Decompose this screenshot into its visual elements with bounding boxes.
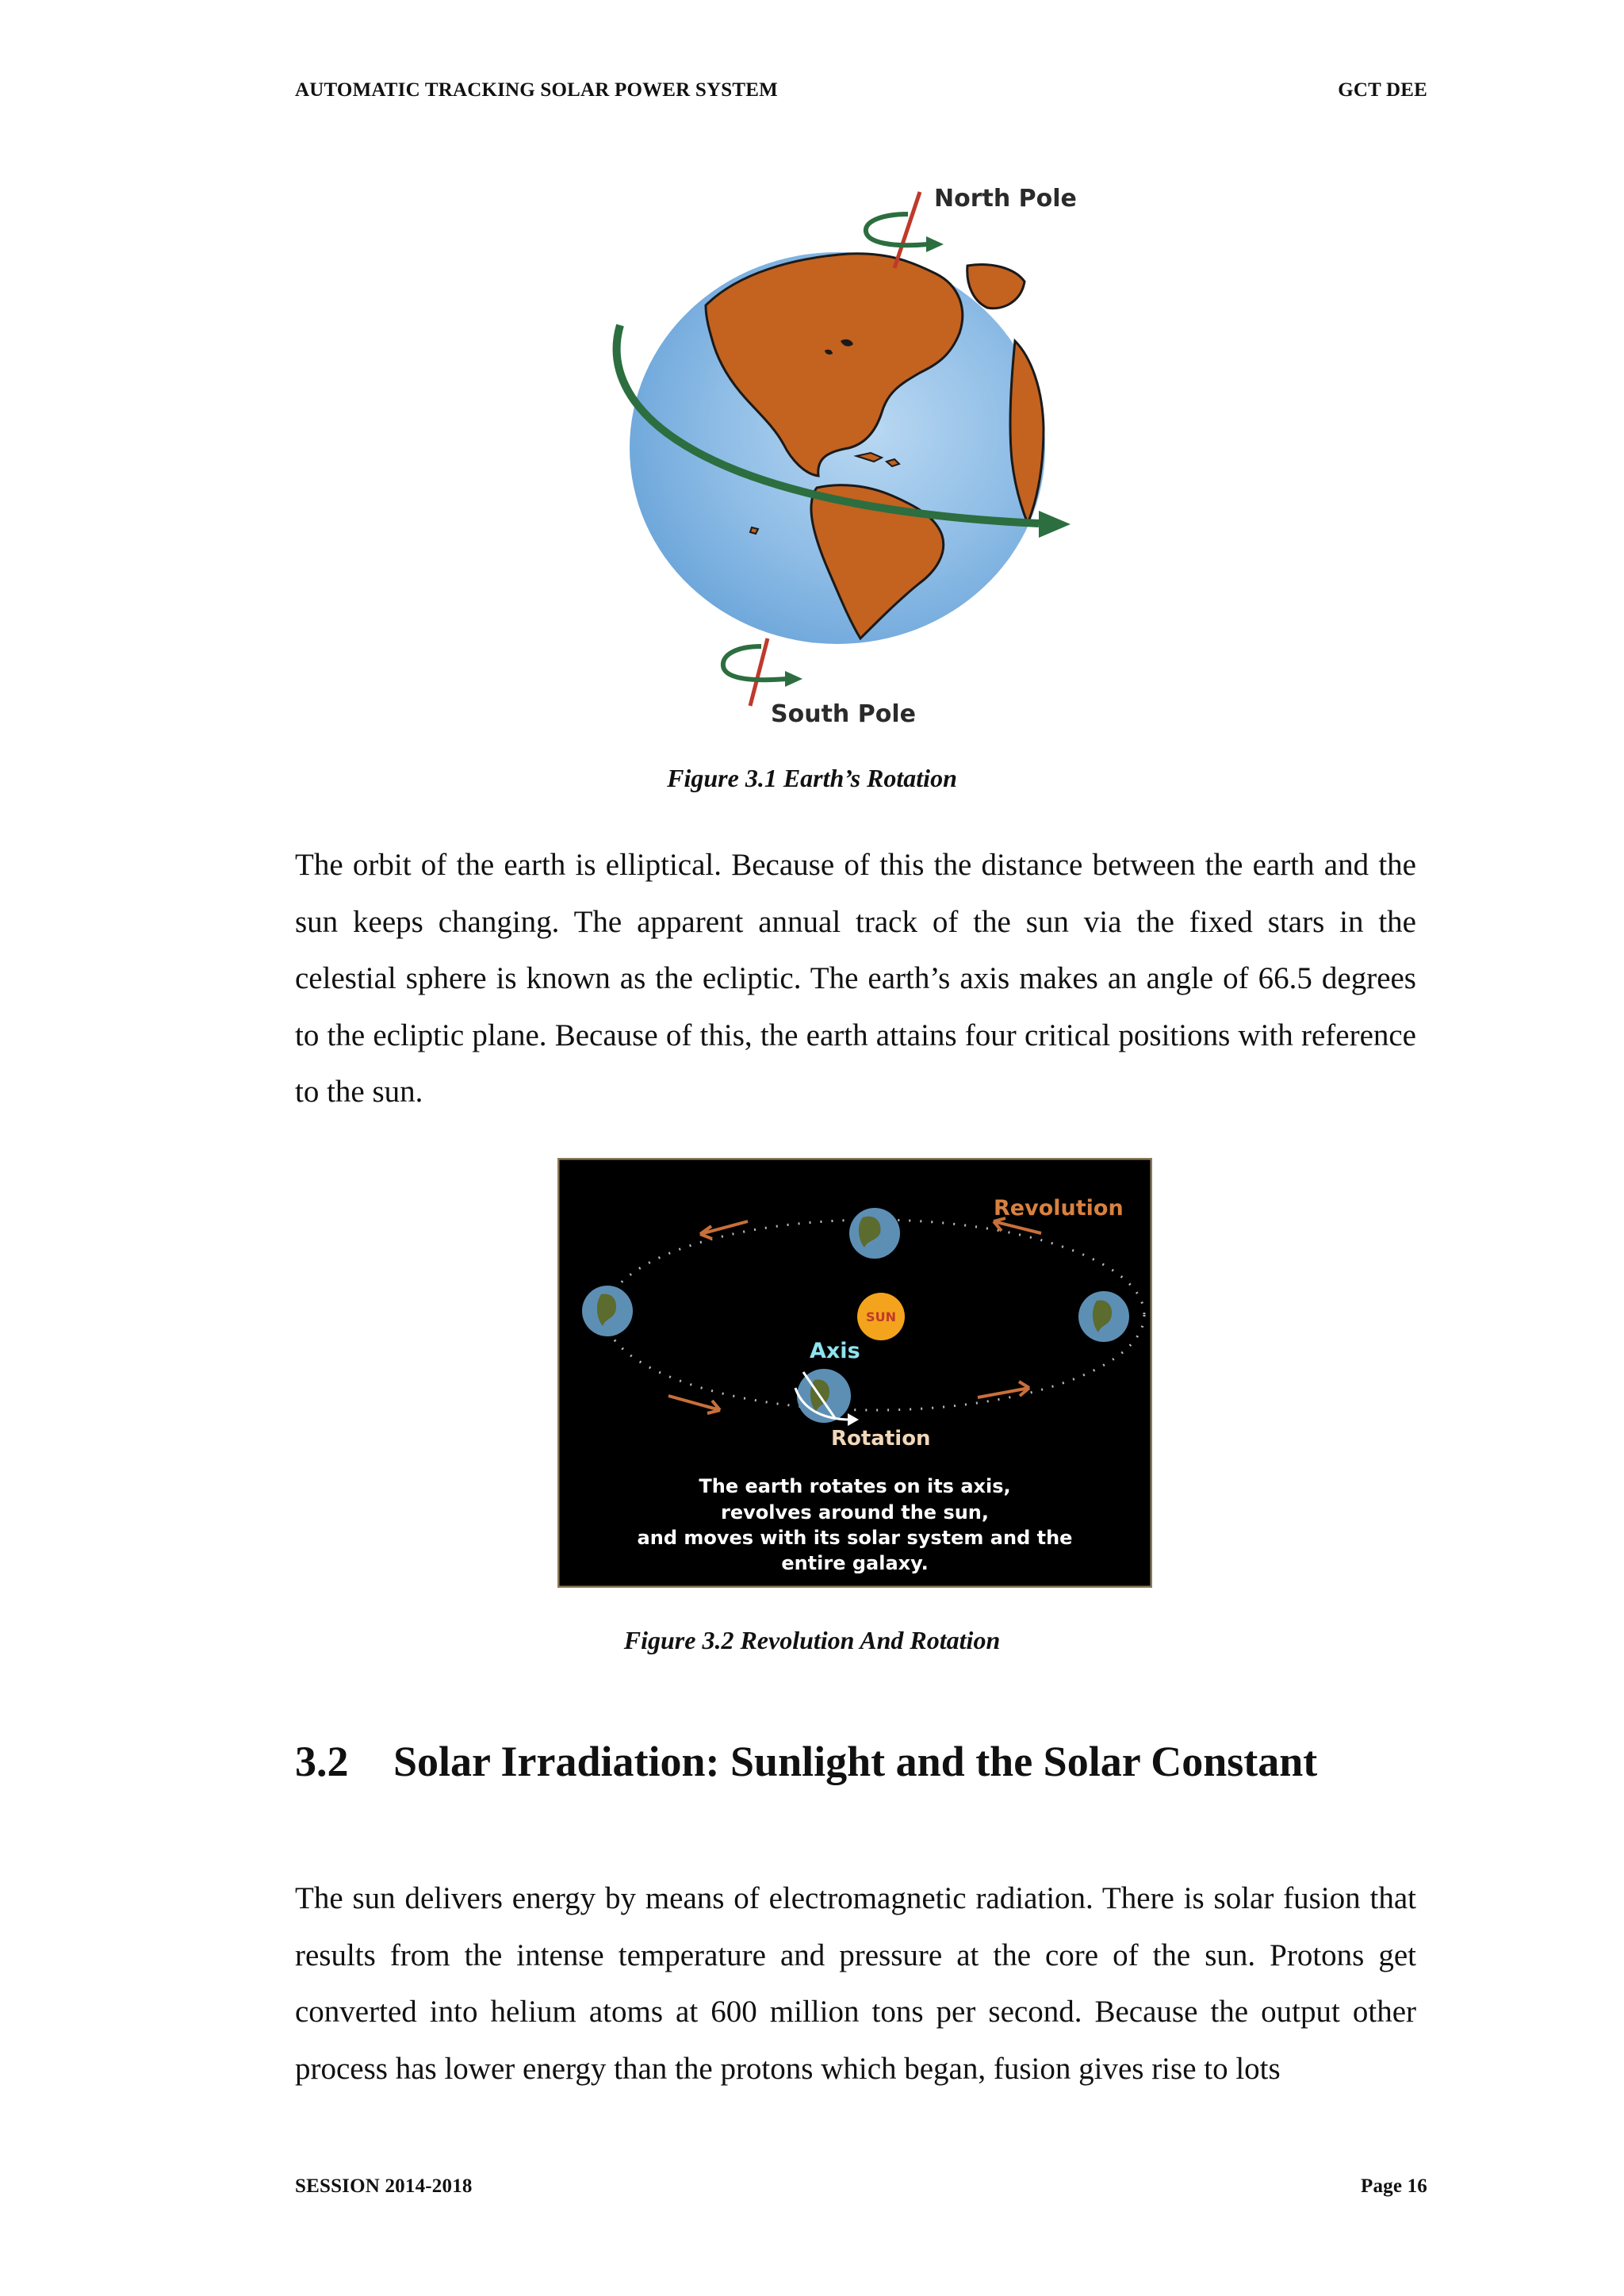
description-line-2: revolves around the sun, [720,1501,990,1524]
sun-label: SUN [866,1309,896,1324]
figure-3-1-caption: Figure 3.1 Earth’s Rotation [667,764,957,792]
rotation-arrowhead [1039,511,1071,538]
earth-right-icon [1078,1291,1129,1342]
description-line-4: entire galaxy. [781,1552,929,1574]
footer-page-number: Page 16 [1360,2175,1427,2197]
south-swirl-arrow [723,646,787,680]
description-line-1: The earth rotates on its axis, [699,1475,1011,1497]
rotation-label: Rotation [831,1427,931,1451]
footer-session: SESSION 2014-2018 [295,2175,473,2197]
revolution-label: Revolution [994,1196,1124,1221]
paragraph-earth-orbit: The orbit of the earth is elliptical. Because of this the distance between the earth and the sun keeps changing. The apparent annual track of the sun via the fixed stars in the celestial sphere is known as the ecliptic. The earth’s axis makes an angle of 66.5 degrees to the ecliptic plane. Because of this, the earth attains four critical positions with reference to the sun. [295,848,1416,1109]
section-title: Solar Irradiation: Sunlight and the Solar Constant [393,1738,1318,1785]
north-pole-label: North Pole [934,185,1077,213]
section-number: 3.2 [295,1738,349,1785]
paragraph-solar-energy: The sun delivers energy by means of electromagnetic radiation. There is solar fusion that results from the intense temperature and pressure at the core of the sun. Protons get converted into helium atoms at 600 million tons per second. Because the output other process has lower energy than the protons which began, fusion gives rise to lots [295,1881,1416,2086]
earth-left-icon [582,1286,633,1336]
greenland-landmass [967,265,1025,309]
earth-rotation-figure [587,174,1142,746]
earth-top-icon [849,1208,900,1259]
header-department: GCT DEE [1338,79,1427,101]
page-header [295,79,1427,102]
axis-label: Axis [810,1339,860,1363]
description-line-3: and moves with its solar system and the [637,1527,1073,1549]
section-heading [295,1737,1317,1786]
page-footer [295,2175,1427,2198]
north-swirl-arrow [866,214,928,245]
revolution-rotation-figure [557,1158,1152,1588]
south-pole-label: South Pole [771,700,916,728]
north-swirl-arrowhead [926,236,944,252]
figure-3-2-caption: Figure 3.2 Revolution And Rotation [623,1626,1001,1654]
north-axis [894,192,920,268]
header-title: AUTOMATIC TRACKING SOLAR POWER SYSTEM [295,79,778,101]
south-swirl-arrowhead [785,671,802,687]
